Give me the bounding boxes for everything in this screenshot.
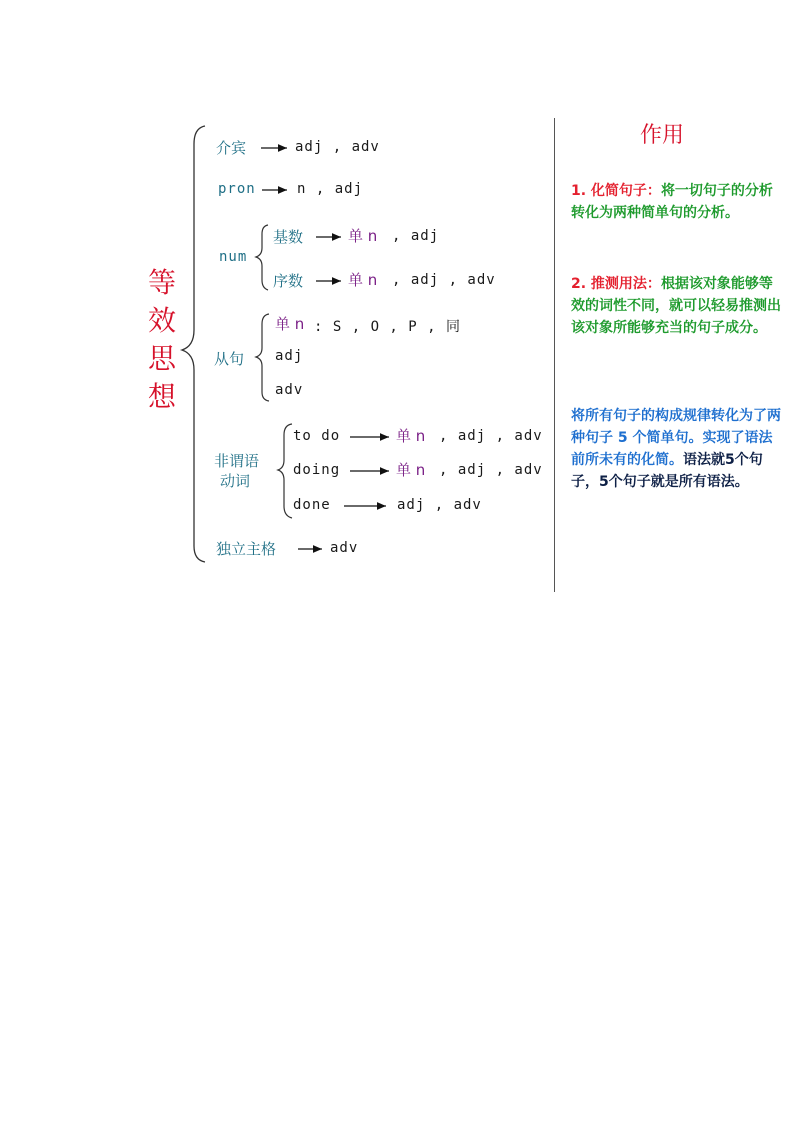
clause-noun-result: : S , O , P , 同 bbox=[314, 319, 462, 335]
pron-label: pron bbox=[218, 181, 256, 197]
todo-label: to do bbox=[293, 428, 341, 444]
ordinal-result: , adj , adv bbox=[392, 272, 496, 288]
clause-adj: adj bbox=[275, 348, 304, 364]
doing-label: doing bbox=[293, 462, 341, 478]
nonfinite-label-line2: 动词 bbox=[220, 472, 251, 490]
paragraph-1 bbox=[571, 180, 786, 224]
paragraph-2-head: 2. 推测用法： bbox=[571, 276, 661, 292]
clause-noun-n: 单 n bbox=[275, 315, 305, 333]
prep-object-label: 介宾 bbox=[216, 139, 247, 157]
paragraph-3-blue: 将所有句子的构成规律转化为了两种句子 5 个简单句。实现了语法前所未有的化简。 bbox=[571, 408, 781, 468]
nonfinite-label-line1: 非谓语 bbox=[214, 452, 260, 470]
doing-result: , adj , adv bbox=[439, 462, 543, 478]
paragraph-1-head: 1. 化简句子： bbox=[571, 183, 661, 199]
main-title-char: 效 bbox=[147, 304, 176, 337]
absolute-label: 独立主格 bbox=[216, 540, 277, 558]
main-brace bbox=[182, 126, 205, 562]
clause-label: 从句 bbox=[214, 350, 245, 368]
done-label: done bbox=[293, 497, 331, 513]
pron-result: n , adj bbox=[297, 181, 364, 197]
vertical-divider bbox=[554, 118, 555, 592]
cardinal-result: , adj bbox=[392, 228, 440, 244]
ordinal-label: 序数 bbox=[273, 272, 304, 290]
paragraph-3-navy: 语法就5个句子，5个句子就是所有语法。 bbox=[571, 452, 763, 490]
clause-adv: adv bbox=[275, 382, 304, 398]
todo-result: , adj , adv bbox=[439, 428, 543, 444]
main-title-char: 想 bbox=[147, 380, 176, 413]
right-title: 作用 bbox=[639, 123, 684, 148]
paragraph-1-body: 将一切句子的分析转化为两种简单句的分析。 bbox=[571, 183, 773, 221]
num-label: num bbox=[219, 249, 248, 265]
num-brace bbox=[256, 225, 268, 290]
ordinal-n: 单 n bbox=[348, 271, 378, 289]
done-result: adj , adv bbox=[397, 497, 482, 513]
main-title-char: 思 bbox=[147, 342, 176, 375]
paragraph-2 bbox=[571, 273, 786, 339]
nonfinite-brace bbox=[278, 424, 292, 518]
main-title-char: 等 bbox=[147, 266, 176, 299]
absolute-result: adv bbox=[330, 540, 359, 556]
todo-n: 单 n bbox=[396, 427, 426, 445]
prep-object-result: adj , adv bbox=[295, 139, 380, 155]
cardinal-label: 基数 bbox=[273, 228, 304, 246]
doing-n: 单 n bbox=[396, 461, 426, 479]
paragraph-3 bbox=[571, 405, 786, 493]
paragraph-2-body: 根据该对象能够等效的词性不同，就可以轻易推测出该对象所能够充当的句子成分。 bbox=[571, 276, 781, 336]
clause-brace bbox=[256, 314, 269, 401]
cardinal-n: 单 n bbox=[348, 227, 378, 245]
main-title bbox=[144, 264, 180, 416]
